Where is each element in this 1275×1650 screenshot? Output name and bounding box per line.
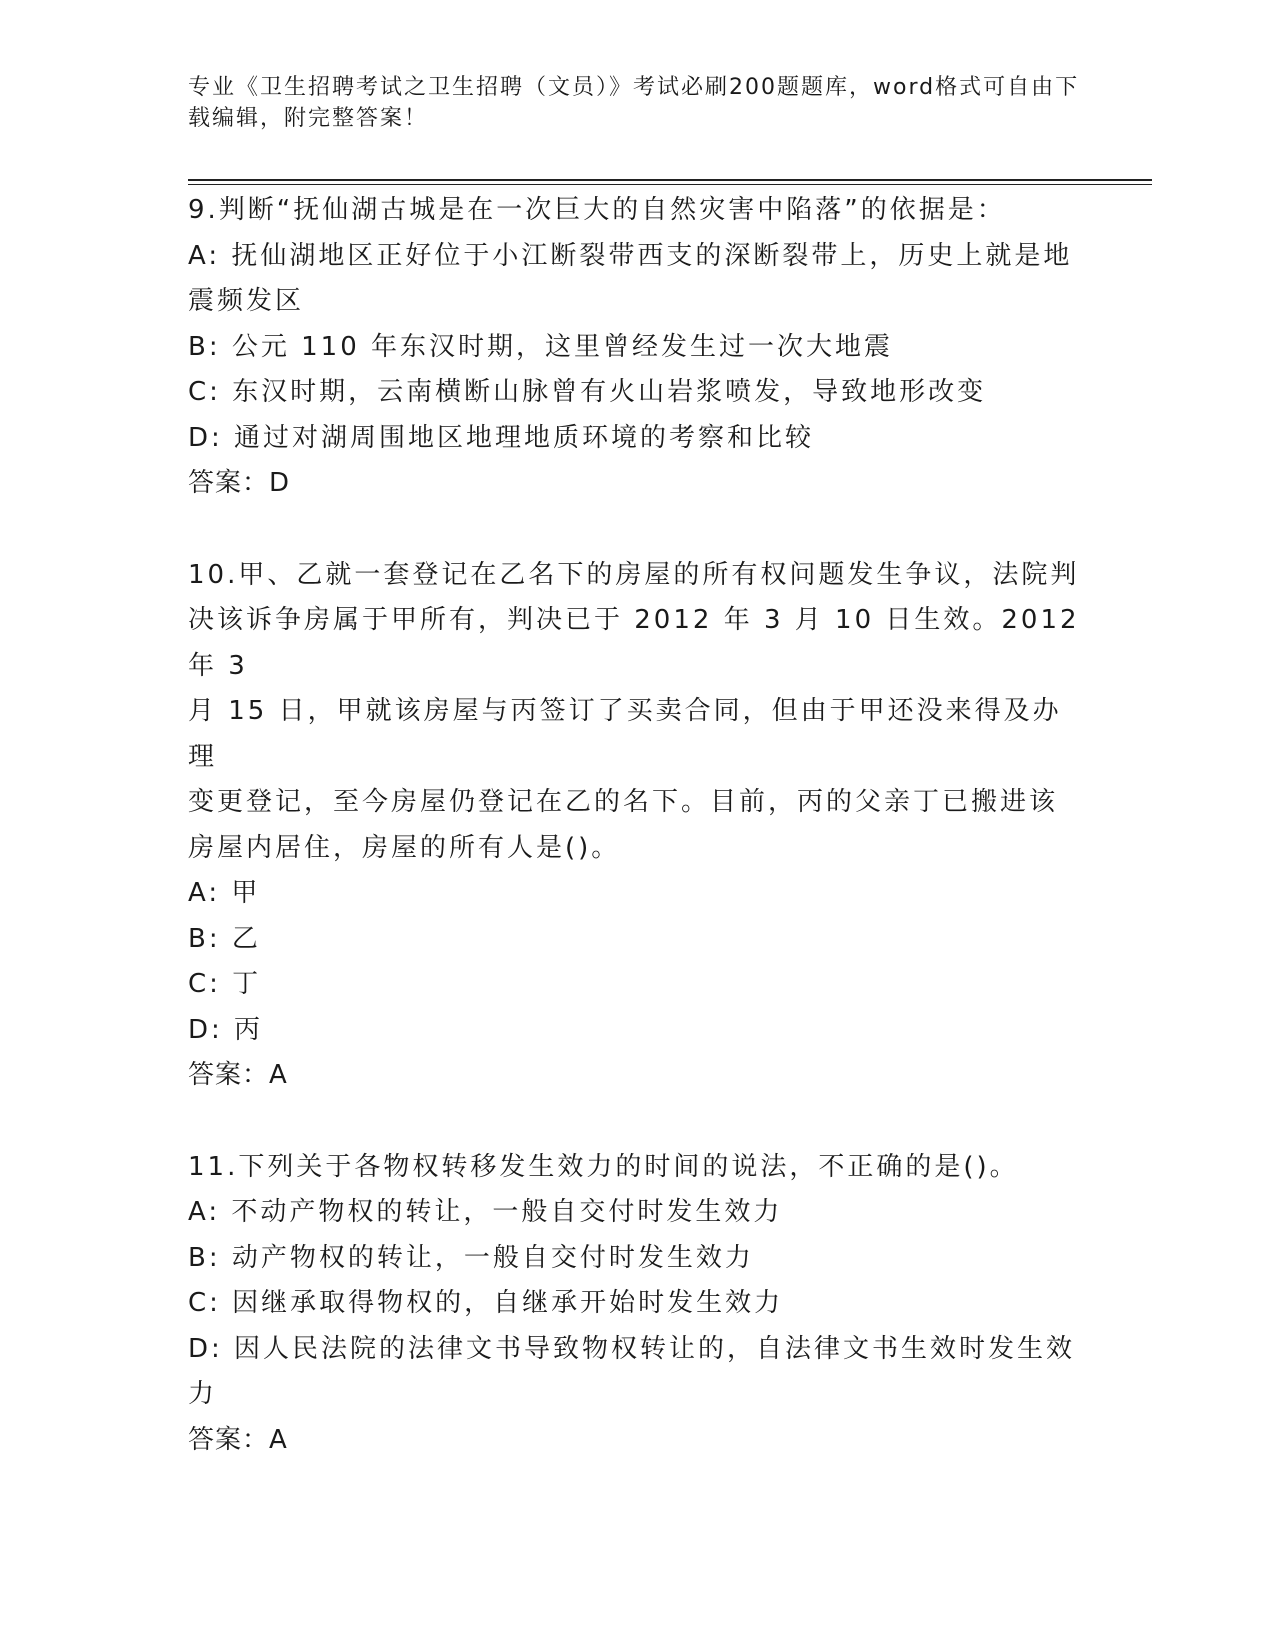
question-stem: 11.下列关于各物权转移发生效力的时间的说法，不正确的是()。	[188, 1151, 1019, 1182]
option-d: D: 通过对湖周围地区地理地质环境的考察和比较	[188, 422, 815, 453]
question-stem: 月 15 日，甲就该房屋与丙签订了买卖合同，但由于甲还没来得及办理	[188, 696, 1062, 772]
option-b: B: 动产物权的转让，一般自交付时发生效力	[188, 1242, 754, 1273]
option-c: C: 因继承取得物权的，自继承开始时发生效力	[188, 1288, 784, 1318]
question-10	[188, 553, 1088, 1099]
option-d-continued: 力	[188, 1379, 218, 1409]
question-stem: 9.判断“抚仙湖古城是在一次巨大的自然灾害中陷落”的依据是：	[188, 195, 1006, 225]
answer-label: 答案：A	[188, 1060, 288, 1090]
option-a: A: 抚仙湖地区正好位于小江断裂带西支的深断裂带上，历史上就是地	[188, 240, 1073, 271]
option-a: A: 甲	[188, 878, 261, 908]
option-b: B: 公元 110 年东汉时期，这里曾经发生过一次大地震	[188, 331, 894, 362]
option-a-continued: 震频发区	[188, 286, 305, 316]
option-d: D: 因人民法院的法律文书导致物权转让的，自法律文书生效时发生效	[188, 1333, 1076, 1364]
question-list	[188, 188, 1088, 1463]
question-9	[188, 188, 1088, 507]
question-stem: 决该诉争房属于甲所有，判决已于 2012 年 3 月 10 日生效。2012 年 3	[188, 605, 1080, 681]
option-d: D: 丙	[188, 1014, 264, 1045]
option-b: B: 乙	[188, 923, 261, 954]
document-header: 专业《卫生招聘考试之卫生招聘（文员）》考试必刷200题题库，word格式可自由下载编辑，附完整答案！	[188, 75, 1080, 131]
answer-label: 答案：D	[188, 468, 291, 498]
question-11	[188, 1145, 1088, 1464]
option-a: A: 不动产物权的转让，一般自交付时发生效力	[188, 1197, 783, 1227]
question-stem: 房屋内居住，房屋的所有人是()。	[188, 832, 621, 863]
answer-label: 答案：A	[188, 1424, 288, 1455]
question-stem: 变更登记，至今房屋仍登记在乙的名下。目前，丙的父亲丁已搬进该	[188, 787, 1059, 817]
option-c: C: 东汉时期，云南横断山脉曾有火山岩浆喷发，导致地形改变	[188, 377, 987, 407]
option-c: C: 丁	[188, 969, 262, 999]
question-stem: 10.甲、乙就一套登记在乙名下的房屋的所有权问题发生争议，法院判	[188, 559, 1080, 590]
header-divider	[188, 179, 1152, 185]
